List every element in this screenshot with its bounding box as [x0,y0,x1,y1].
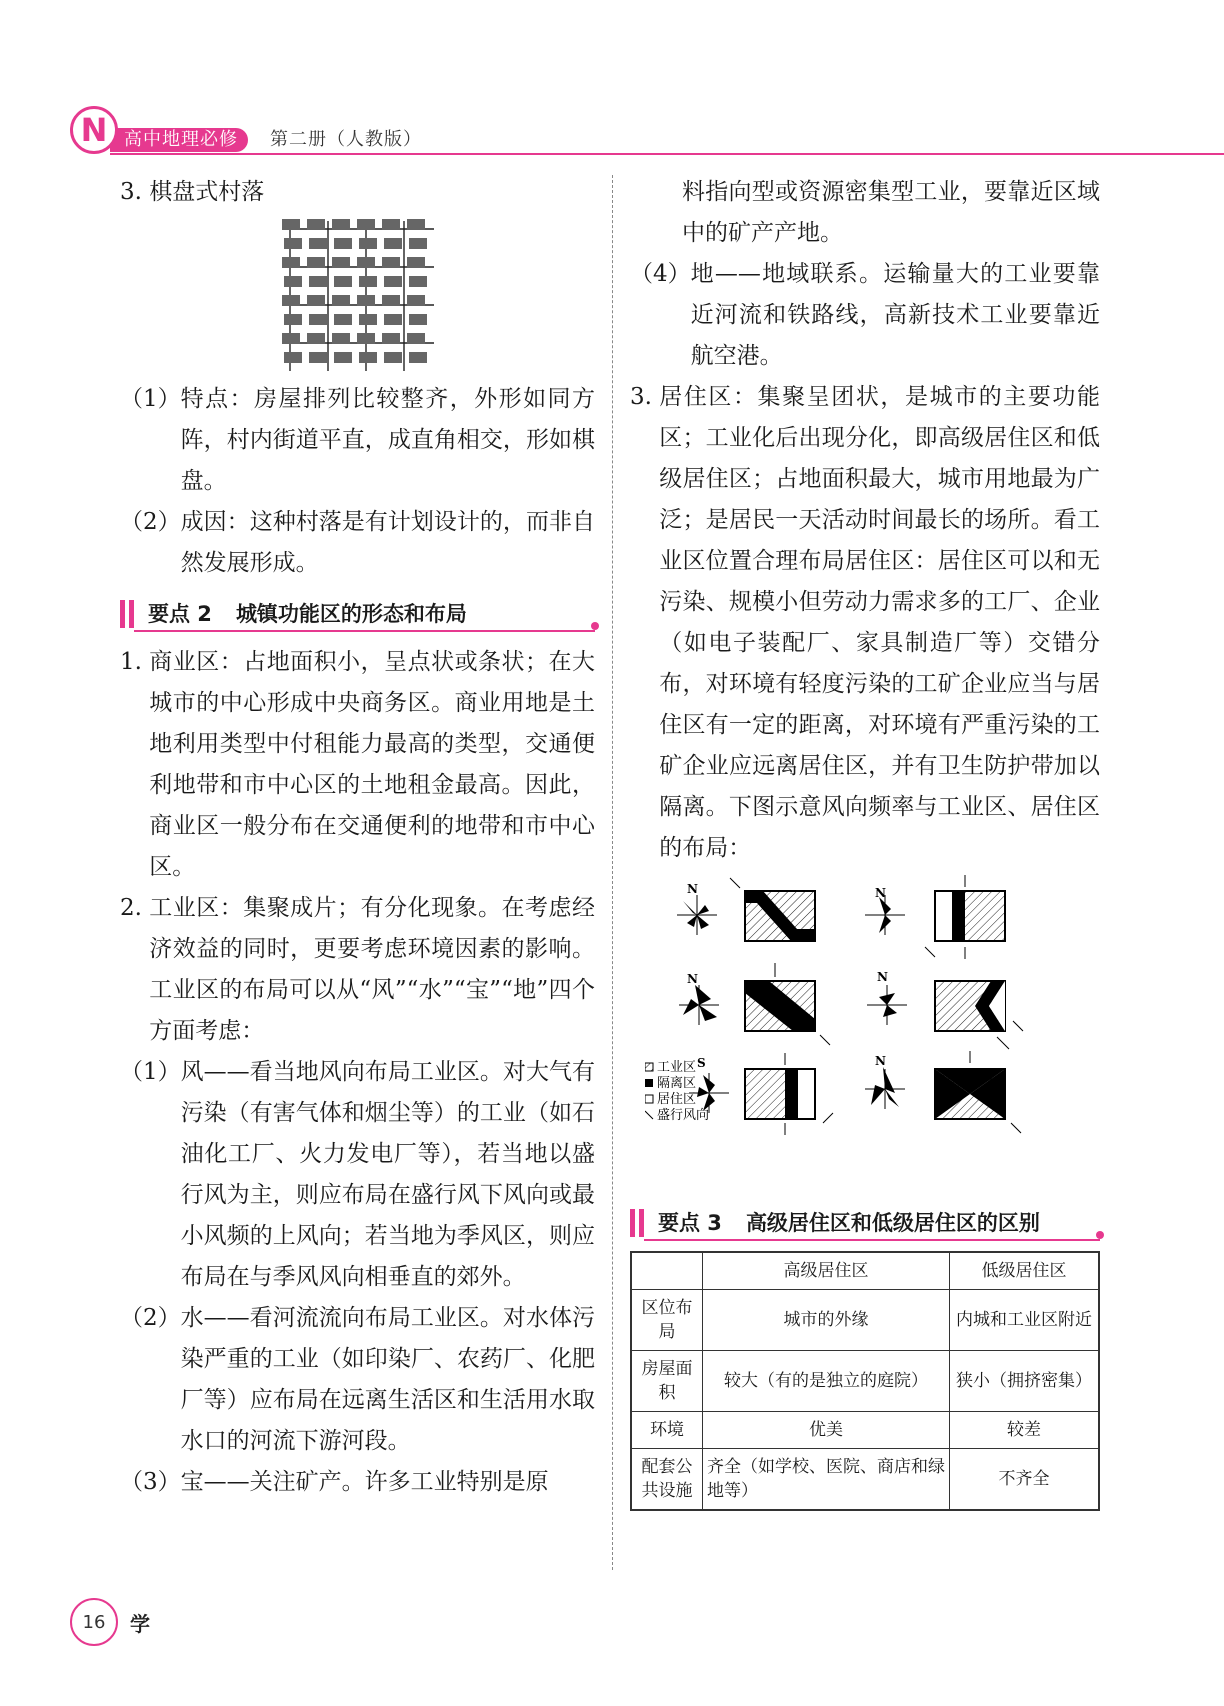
heading-dot-icon [591,622,599,630]
house-block [409,238,427,249]
residential-item: 3. 居住区：集聚呈团状，是城市的主要功能区；工业化后出现分化，即高级居住区和低级居住区；占地面积最大，城市用地最为广泛；是居民一天活动时间最长的场所。看工业区位置合理布局居住区：居住区可以和无污染、规模小但劳动力需求多的工厂、企业（如电子装配厂、家具制造厂等）交错分布，对环境有轻度污染的工矿企业应当与居住区有一定的距离，对环境有严重污染的工矿企业应远离居住区，并有卫生防护带加以隔离。下图示意风向频率与工业区、居住区的布局： [630,384,1100,861]
svg-text:N: N [687,882,698,896]
house-block [332,333,350,344]
house-block [384,238,402,249]
wind-layout-figure [645,873,1085,1193]
house-block [307,219,325,230]
house-block [359,314,377,325]
house-block [307,257,325,268]
house-block [307,333,325,344]
header-rule [110,153,1224,155]
house-block [382,219,400,230]
house-block [282,219,300,230]
house-block [334,238,352,249]
chessboard-village-figure [278,217,438,375]
chessboard-heading: 3. 棋盘式村落 [120,179,265,205]
house-block [384,352,402,363]
house-block [284,352,302,363]
table-row: 环境 优美 较差 [631,1412,1099,1449]
svg-text:N: N [875,886,886,900]
house-block [382,257,400,268]
wind-rose-icon [865,895,905,935]
svg-text:N: N [877,970,888,984]
house-block [357,295,375,306]
house-block [357,219,375,230]
page-header [70,106,1224,166]
wind-rose-icon [679,985,719,1025]
house-block [334,352,352,363]
house-block [282,333,300,344]
series-title: 高中地理必修 [110,128,248,152]
house-block [409,314,427,325]
house-block [407,295,425,306]
heading-dot-icon [1096,1231,1104,1239]
house-block [407,219,425,230]
cause-item: （2） 成因：这种村落是有计划设计的，而非自然发展形成。 [120,502,595,584]
svg-text:居住区: 居住区 [657,1092,697,1107]
industry-item: 2. 工业区：集聚成片；有分化现象。在考虑经济效益的同时，更要考虑环境因素的影响。工业区的布局可以从“风”“水”“宝”“地”四个方面考虑： [120,895,595,1044]
house-block [409,276,427,287]
water-item: （2） 水——看河流流向布局工业区。对水体污染严重的工业（如印染厂、农药厂、化肥厂等）应布局在远离生活区和生活用水取水口的河流下游河段。 [120,1305,595,1454]
wind-rose-icon [865,1067,905,1109]
logo-icon: N [70,106,118,154]
heading-bars-icon [120,600,134,628]
house-block [382,295,400,306]
svg-text:S: S [697,1056,706,1070]
svg-text:隔离区: 隔离区 [657,1076,697,1091]
house-block [334,276,352,287]
wind-rose-icon [867,985,907,1025]
wind-item: （1） 风——看当地风向布局工业区。对大气有污染（有害气体和烟尘等）的工业（如石油化工厂、火力发电厂等），若当地以盛行风为主，则应布局在盛行风下风向或最小风频的上风向；若当地为季风区，则应布局在与季风风向相垂直的郊外。 [120,1059,595,1290]
house-block [357,257,375,268]
layout-diagram-5 [689,1053,833,1135]
table-header-row: 高级居住区 低级居住区 [631,1252,1099,1290]
section-heading-3: 要点 3 高级居住区和低级居住区的区别 [630,1205,1100,1241]
wind-rose-icon [677,895,717,935]
svg-text:盛行风向: 盛行风向 [657,1108,710,1123]
house-block [384,314,402,325]
section-heading-2: 要点 2 城镇功能区的形态和布局 [120,596,595,632]
table-row: 配套公共设施 齐全（如学校、医院、商店和绿地等） 不齐全 [631,1449,1099,1511]
treasure-item: （3） 宝——关注矿产。许多工业特别是原 [120,1469,549,1495]
comparison-table [630,1251,1100,1511]
house-block [359,276,377,287]
feature-item: （1） 特点：房屋排列比较整齐，外形如同方阵，村内街道平直，成直角相交，形如棋盘。 [120,379,595,502]
house-block [282,257,300,268]
house-block [334,314,352,325]
page-number: 16 [70,1598,118,1646]
svg-text:N: N [687,972,698,986]
house-block [384,276,402,287]
left-column [120,172,595,1503]
cause-text: 成因：这种村落是有计划设计的，而非自然发展形成。 [180,509,595,576]
house-block [407,257,425,268]
heading-bars-icon [630,1209,644,1237]
house-block [332,219,350,230]
house-block [382,333,400,344]
house-block [282,295,300,306]
layout-diagram-1 [677,878,815,941]
table-row: 房屋面积 较大（有的是独立的庭院） 狭小（拥挤密集） [631,1351,1099,1412]
house-block [309,352,327,363]
svg-text:N: N [875,1054,886,1068]
svg-text:工业区: 工业区 [657,1060,697,1075]
layout-diagram-2 [865,875,1005,959]
house-block [357,333,375,344]
house-block [284,276,302,287]
house-block [284,314,302,325]
house-block [332,295,350,306]
feature-text: 特点：房屋排列比较整齐，外形如同方阵，村内街道平直，成直角相交，形如棋盘。 [180,386,595,494]
footer-mark: 学 [130,1612,150,1636]
house-block [309,314,327,325]
table-row: 区位布局 城市的外缘 内城和工业区附近 [631,1290,1099,1351]
house-block [359,352,377,363]
house-block [307,295,325,306]
house-block [332,257,350,268]
commerce-item: 1. 商业区：占地面积小，呈点状或条状；在大城市的中心形成中央商务区。商业用地是土地利用类型中付租能力最高的类型，交通便利地带和市中心区的土地租金最高。因此，商业区一般分布在交通便利的地带和市中心区。 [120,649,595,880]
house-block [309,276,327,287]
column-divider [612,175,613,1570]
house-block [309,238,327,249]
land-item: （4） 地——地域联系。运输量大的工业要靠近河流和铁路线，高新技术工业要靠近航空港。 [630,261,1100,369]
house-block [284,238,302,249]
house-block [359,238,377,249]
right-column [630,172,1100,1511]
layout-diagram-3 [679,963,830,1045]
edition-label: 第二册（人教版） [270,129,422,150]
house-block [407,333,425,344]
treasure-continued: 料指向型或资源密集型工业，要靠近区域中的矿产产地。 [682,179,1100,246]
layout-diagram-4 [867,970,1023,1049]
layout-diagram-6 [865,1051,1021,1133]
house-block [409,352,427,363]
